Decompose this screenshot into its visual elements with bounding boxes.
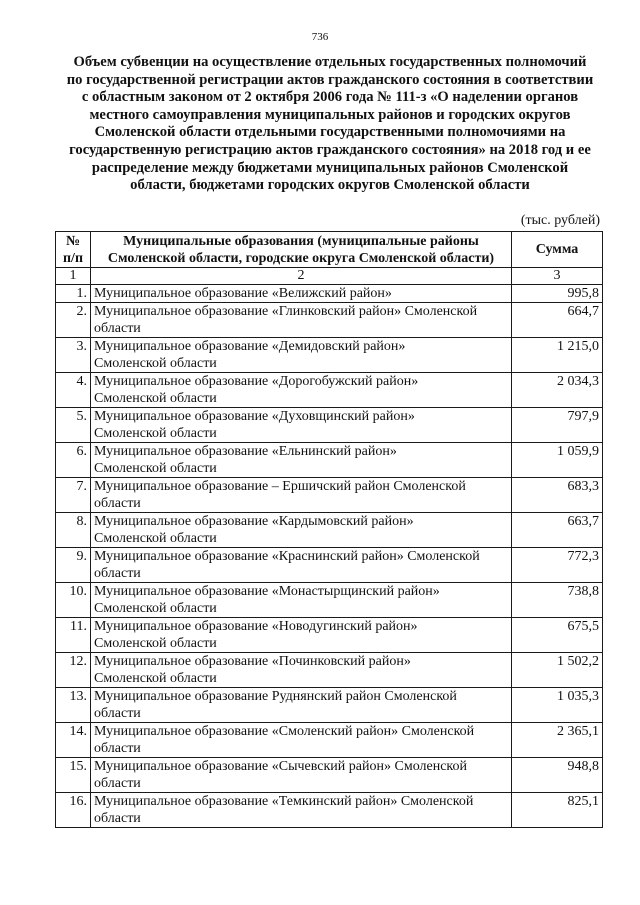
title-line: государственную регистрацию актов гражданского состояния» на 2018 год и ее	[69, 141, 591, 158]
municipality-name-line: Муниципальное образование «Глинковский район» Смоленской	[94, 304, 478, 319]
municipality-name-line: Муниципальное образование «Темкинский район» Смоленской	[94, 794, 474, 809]
row-number: 1.	[56, 285, 91, 303]
municipality-name-line: Муниципальное образование «Новодугинский район»	[94, 619, 418, 634]
municipality-name	[91, 548, 512, 583]
municipality-name	[91, 513, 512, 548]
subvention-sum: 1 059,9	[512, 443, 603, 478]
table-row	[56, 478, 603, 513]
header-municipality-line2: Смоленской области, городские округа Смоленской области)	[107, 250, 495, 266]
municipality-name	[91, 618, 512, 653]
municipality-name-line: области	[94, 811, 141, 826]
table-row	[56, 688, 603, 723]
row-number: 7.	[56, 478, 91, 513]
municipality-name	[91, 443, 512, 478]
title-line: области, бюджетами городских округов Смоленской области	[130, 177, 530, 194]
column-index: 1	[56, 268, 91, 285]
subvention-sum: 683,3	[512, 478, 603, 513]
row-number: 3.	[56, 338, 91, 373]
municipality-name-line: области	[94, 776, 141, 791]
table-row	[56, 513, 603, 548]
subvention-sum: 772,3	[512, 548, 603, 583]
municipality-name-line: области	[94, 741, 141, 756]
municipality-name-line: Смоленской области	[94, 601, 217, 616]
municipality-name	[91, 303, 512, 338]
municipality-name-line: Муниципальное образование – Ершичский район Смоленской	[94, 479, 466, 494]
table-row	[56, 758, 603, 793]
subvention-sum: 2 365,1	[512, 723, 603, 758]
municipality-name-line: Муниципальное образование «Монастырщинский район»	[94, 584, 440, 599]
municipality-name-line: области	[94, 321, 141, 336]
municipality-name-line: Смоленской области	[94, 636, 217, 651]
table-row	[56, 618, 603, 653]
header-municipality	[91, 232, 512, 268]
row-number: 5.	[56, 408, 91, 443]
title-line: с областным законом от 2 октября 2006 года № 111-з «О наделении органов	[81, 89, 579, 106]
subvention-sum: 738,8	[512, 583, 603, 618]
municipality-name	[91, 285, 512, 303]
municipality-name-line: Муниципальное образование «Велижский район»	[94, 286, 392, 301]
municipality-name-line: Муниципальное образование «Кардымовский район»	[94, 514, 414, 529]
subvention-sum: 948,8	[512, 758, 603, 793]
row-number: 11.	[56, 618, 91, 653]
row-number: 14.	[56, 723, 91, 758]
table-row	[56, 285, 603, 303]
row-number: 6.	[56, 443, 91, 478]
table-row	[56, 443, 603, 478]
row-number: 12.	[56, 653, 91, 688]
table-header-row	[56, 232, 603, 268]
municipality-name	[91, 478, 512, 513]
row-number: 13.	[56, 688, 91, 723]
municipality-name-line: области	[94, 706, 141, 721]
municipality-name	[91, 583, 512, 618]
column-index: 3	[512, 268, 603, 285]
subvention-table	[55, 231, 603, 828]
municipality-name-line: Муниципальное образование «Сычевский район» Смоленской	[94, 759, 467, 774]
subvention-sum: 797,9	[512, 408, 603, 443]
table-row	[56, 548, 603, 583]
municipality-name-line: Муниципальное образование «Смоленский район» Смоленской	[94, 724, 475, 739]
document-title	[50, 54, 610, 195]
subvention-sum: 1 215,0	[512, 338, 603, 373]
header-sum: Сумма	[512, 232, 603, 268]
municipality-name	[91, 688, 512, 723]
table-row	[56, 373, 603, 408]
row-number: 9.	[56, 548, 91, 583]
municipality-name-line: Муниципальное образование «Духовщинский район»	[94, 409, 415, 424]
row-number: 2.	[56, 303, 91, 338]
table-row	[56, 303, 603, 338]
subvention-sum: 664,7	[512, 303, 603, 338]
header-number-line1: №	[65, 233, 81, 249]
municipality-name-line: Муниципальное образование Руднянский район Смоленской	[94, 689, 457, 704]
table-row	[56, 723, 603, 758]
column-index-row	[56, 268, 603, 285]
table-row	[56, 653, 603, 688]
column-index: 2	[91, 268, 512, 285]
municipality-name-line: Муниципальное образование «Демидовский район»	[94, 339, 406, 354]
municipality-name-line: Смоленской области	[94, 531, 217, 546]
subvention-sum: 995,8	[512, 285, 603, 303]
units-label: (тыс. рублей)	[520, 213, 600, 228]
municipality-name-line: Муниципальное образование «Дорогобужский район»	[94, 374, 419, 389]
title-line: местного самоуправления муниципальных районов и городских округов	[89, 106, 571, 123]
page-number: 736	[311, 31, 329, 43]
header-number	[56, 232, 91, 268]
municipality-name	[91, 758, 512, 793]
table-row	[56, 338, 603, 373]
row-number: 8.	[56, 513, 91, 548]
municipality-name-line: области	[94, 566, 141, 581]
subvention-sum: 825,1	[512, 793, 603, 828]
subvention-sum: 2 034,3	[512, 373, 603, 408]
table-row	[56, 583, 603, 618]
subvention-sum: 1 035,3	[512, 688, 603, 723]
table-row	[56, 408, 603, 443]
row-number: 4.	[56, 373, 91, 408]
municipality-name	[91, 793, 512, 828]
title-line: Смоленской области отдельными государственными полномочиями на	[94, 124, 566, 141]
subvention-sum: 1 502,2	[512, 653, 603, 688]
subvention-sum: 675,5	[512, 618, 603, 653]
row-number: 10.	[56, 583, 91, 618]
municipality-name-line: Муниципальное образование «Краснинский район» Смоленской	[94, 549, 480, 564]
municipality-name-line: области	[94, 496, 141, 511]
table-row	[56, 793, 603, 828]
title-line: по государственной регистрации актов гражданского состояния в соответствии	[66, 71, 594, 88]
header-municipality-line1: Муниципальные образования (муниципальные районы	[123, 233, 479, 249]
municipality-name-line: Муниципальное образование «Ельнинский район»	[94, 444, 397, 459]
municipality-name-line: Смоленской области	[94, 426, 217, 441]
municipality-name	[91, 653, 512, 688]
municipality-name	[91, 338, 512, 373]
municipality-name-line: Смоленской области	[94, 356, 217, 371]
municipality-name-line: Муниципальное образование «Починковский район»	[94, 654, 411, 669]
row-number: 15.	[56, 758, 91, 793]
municipality-name	[91, 408, 512, 443]
municipality-name	[91, 723, 512, 758]
municipality-name-line: Смоленской области	[94, 391, 217, 406]
header-number-line2: п/п	[62, 250, 84, 266]
municipality-name	[91, 373, 512, 408]
subvention-sum: 663,7	[512, 513, 603, 548]
municipality-name-line: Смоленской области	[94, 671, 217, 686]
row-number: 16.	[56, 793, 91, 828]
title-line: Объем субвенции на осуществление отдельных государственных полномочий	[73, 54, 587, 70]
municipality-name-line: Смоленской области	[94, 461, 217, 476]
title-line: распределение между бюджетами муниципальных районов Смоленской	[91, 159, 569, 176]
